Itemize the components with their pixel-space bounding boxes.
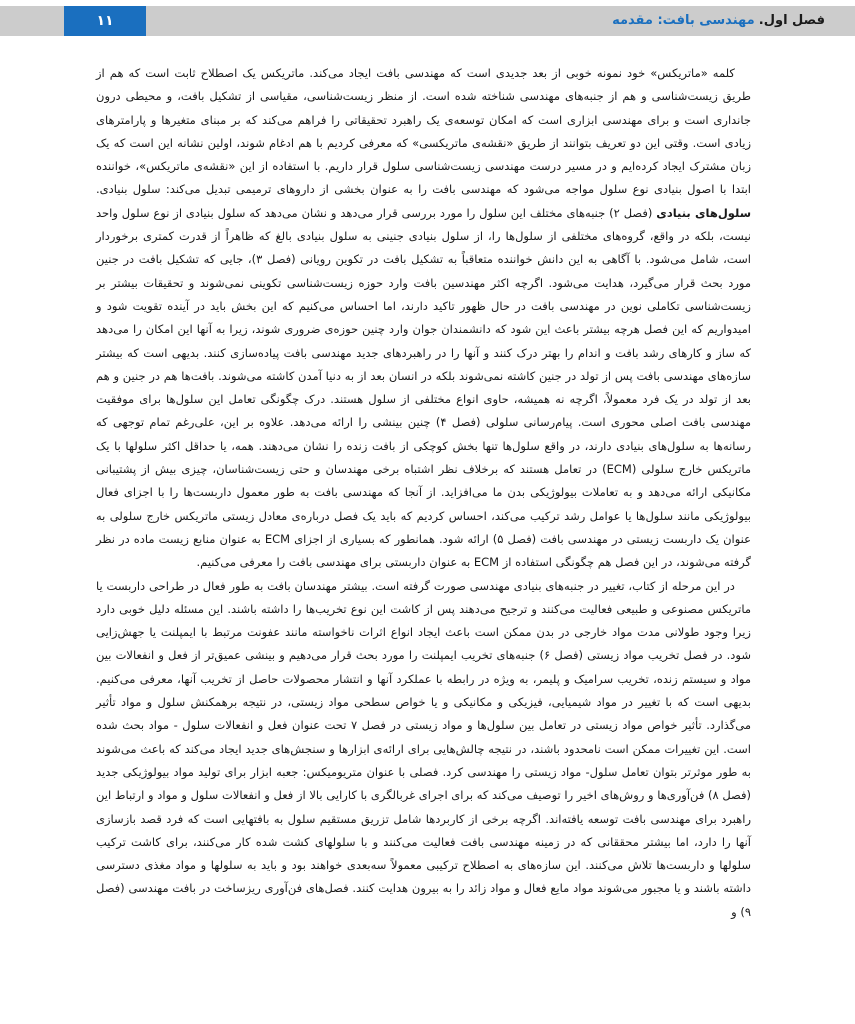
page-number: ۱۱: [64, 6, 146, 36]
paragraph: در این مرحله از کتاب، تغییر در جنبه‌های بنیادی مهندسی صورت گرفته است. بیشتر مهندسان بافت به طور فعال در طراحی داربست یا ماتریکس مصنوعی و طبیعی فعالیت می‌کنند و ترجیح می‌دهند پس از کاشت این نوع تخریب‌ها را داشته باشند. این مسئله دلیل خوبی دارد زیرا وجود طولانی مدت مواد خارجی در بدن ممکن است باعث ایجاد انواع اثرات ناخواسته مانند عفونت مرتبط با ایمپلنت یا جهش‌زایی شود. در فصل تخریب مواد زیستی (فصل ۶) جنبه‌های تخریب ایمپلنت را مورد بحث قرار می‌دهیم و بینشی عمیق‌تر از فعل و انفعالات بین مواد و سیستم زنده، تخریب سرامیک و پلیمر، به ویژه در رابطه با عملکرد آنها و انتشار محصولات حاصل از تخریب آنها، معرفی می‌کنیم. بدیهی است که با تغییر در مواد شیمیایی، فیزیکی و مکانیکی و یا خواص سطحی مواد زیستی، در نتیجه برهمکنش سلول و مواد تأثیر می‌گذارد. تأثیر خواص مواد زیستی در تعامل بین سلول‌ها و مواد زیستی در فصل ۷ تحت عنوان فعل و انفعالات سلول - مواد بحث شده است. این تغییرات ممکن است نامحدود باشند، در نتیجه چالش‌هایی برای ارائه‌ی ابزارها و سنجش‌های جدید ایجاد می‌کند که باعث می‌شوند به طور موثرتر بتوان تعامل سلول- مواد زیستی را مهندسی کرد. فصلی با عنوان متریومیکس: جعبه ابزار برای تولید مواد بیولوژیکی جدید (فصل ۸) فن‌آوری‌ها و روش‌های اخیر را توصیف می‌کند که برای اجرای غربالگری با کارایی بالا از فعل و انفعالات سلول و مواد و ارتباط این راهبرد برای مهندسی بافت توسعه یافته‌اند. اگرچه برخی از کاربردها شامل تزریق مستقیم سلول به بافتهایی است که فرد قصد بازسازی آنها را دارد، اما بیشتر محققانی که در زمینه مهندسی بافت فعالیت می‌کنند و با سلولهای کشت شده کار می‌کنند، برای کاشت ترکیب سلولها و داربست‌ها تلاش می‌کنند. این سازه‌های به اصطلاح ترکیبی معمولاً سه‌بعدی خواهند بود و باید به سلولها و مواد مغذی دسترسی داشته باشند و یا مجبور می‌شوند مواد مایع فعال و مواد زائد را به بیرون هدایت کنند. فصل‌های فن‌آوری ریزساخت در بافت مهندسی (فصل ۹) و: [96, 578, 751, 919]
running-header: [612, 6, 825, 36]
bold-term: سلول‌های بنیادی: [656, 205, 752, 220]
paragraph-text: کلمه «ماتریکس» خود نمونه خوبی از بعد جدیدی است که مهندسی بافت ایجاد می‌کند. ماتریکس یک اصطلاح ثابت است که هم از طریق زیست‌شناسی و هم از جنبه‌های مهندسی شناخته شده است. از منظر زیست‌شناسی، مقیاسی از تشکیل بافت، و محیطی درون جانداری است و برای مهندسی ابزاری است که امکان توسعه‌ی یک راهبرد تحقیقاتی را فراهم می‌کند که بر مبنای متغیرها و پارامترهای زیادی است. وقتی این دو تعریف بتوانند از طریق «نقشه‌ی ماتریکسی» که معرفی کردیم با هم ادغام شوند، اولین نشانه این است که یک زبان مشترک ایجاد کرده‌ایم و در مسیر درست مهندسی زیست‌شناسی سلول قرار داریم. با استفاده از این «نقشه‌ی ماتریکس»، خواننده ابتدا با اصول بنیادی نوع سلول مواجه می‌شود که مهندسی بافت را به عنوان بخشی از داروهای ترمیمی تبدیل می‌کند: سلول بنیادی.: [96, 66, 751, 197]
paragraph: [96, 62, 751, 575]
chapter-title: مهندسی بافت: مقدمه: [612, 13, 755, 28]
body-text: [96, 62, 751, 924]
chapter-label: فصل اول.: [758, 13, 825, 28]
paragraph-text: (فصل ۲) جنبه‌های مختلف این سلول را مورد بررسی قرار می‌دهد و نشان می‌دهد که سلول بنیادی از نوع سلول واحد نیست، بلکه در واقع، گروه‌های مختلفی از سلول‌ها را، از سلول بنیادی جنینی به سلول بنیادی بالغ که ظاهراً از قدرت کمتری برخوردار است، شامل می‌شود. با آگاهی به این دانش خواننده متعاقباً به تشکیل بافت در تکوین رویانی (فصل ۳)، جایی که تشکیل بافت در جنین مورد بحث قرار می‌گیرد، هدایت می‌شود. اگرچه اکثر مهندسین بافت وارد حوزه زیست‌شناسی تکوینی نمی‌شوند و تحقیقات بیشتر بر زیست‌شناسی تکاملی نوین در مهندسی بافت در حال ظهور تاکید دارند، اما احساس می‌کنیم که این بخش باید در آینده تقویت شود و امیدواریم که این فصل هرچه بیشتر باعث این شود که دانشمندان جوان وارد چنین حوزه‌ی ضروری شوند، زیرا به آنها این امکان را می‌دهد که ساز و کارهای رشد بافت و اندام را بهتر درک کنند و آنها را در راهبردهای جدید مهندسی بافت پیاده‌سازی کنند. بدیهی است که بیشتر سازه‌های مهندسی بافت پس از تولد در جنین کاشته نمی‌شوند بلکه در انسان بعد از به دنیا آمدن کاشته می‌شوند. بافت‌ها هم در جنین و هم بعد از تولد در یک فرد معمولاً، اگرچه نه همیشه، حاوی انواع مختلفی از سلول هستند. درک چگونگی تعامل این سلول‌ها برای موفقیت مهندسی بافت اصلی محوری است. پیام‌رسانی سلولی (فصل ۴) چنین بینشی را ارائه می‌دهد. علاوه بر این، علی‌رغم تمام توجهی که رسانه‌ها به سلول‌های بنیادی دارند، در واقع سلول‌ها تنها بخش کوچکی از بافت زنده را نشان می‌دهند. همه، یا حداقل اکثر سلولها با یک ماتریکس خارج سلولی (ECM) در تعامل هستند که برخلاف نظر اشتباه برخی مهندسان و حتی زیست‌شناسان، چیزی بیش از پشتیبانی مکانیکی ارائه می‌دهد و به تعاملات بیولوژیکی بدن ما می‌افزاید. از آنجا که مهندسی بافت به طور معمول داربست‌ها را با اجزای فعال بیولوژیکی مانند سلول‌ها یا عوامل رشد ترکیب می‌کند، احساس کردیم که باید یک فصل درباره‌ی معادل زیستی ماتریکس خارج سلولی به عنوان یک داربست زیستی در مهندسی بافت (فصل ۵) ارائه شود. همانطور که بسیاری از اجزای ECM به عنوان منابع زیست ماده در نظر گرفته می‌شوند، در این فصل هم چگونگی استفاده از ECM به عنوان داربستی برای مهندسی بافت را معرفی می‌کنیم.: [96, 205, 752, 570]
